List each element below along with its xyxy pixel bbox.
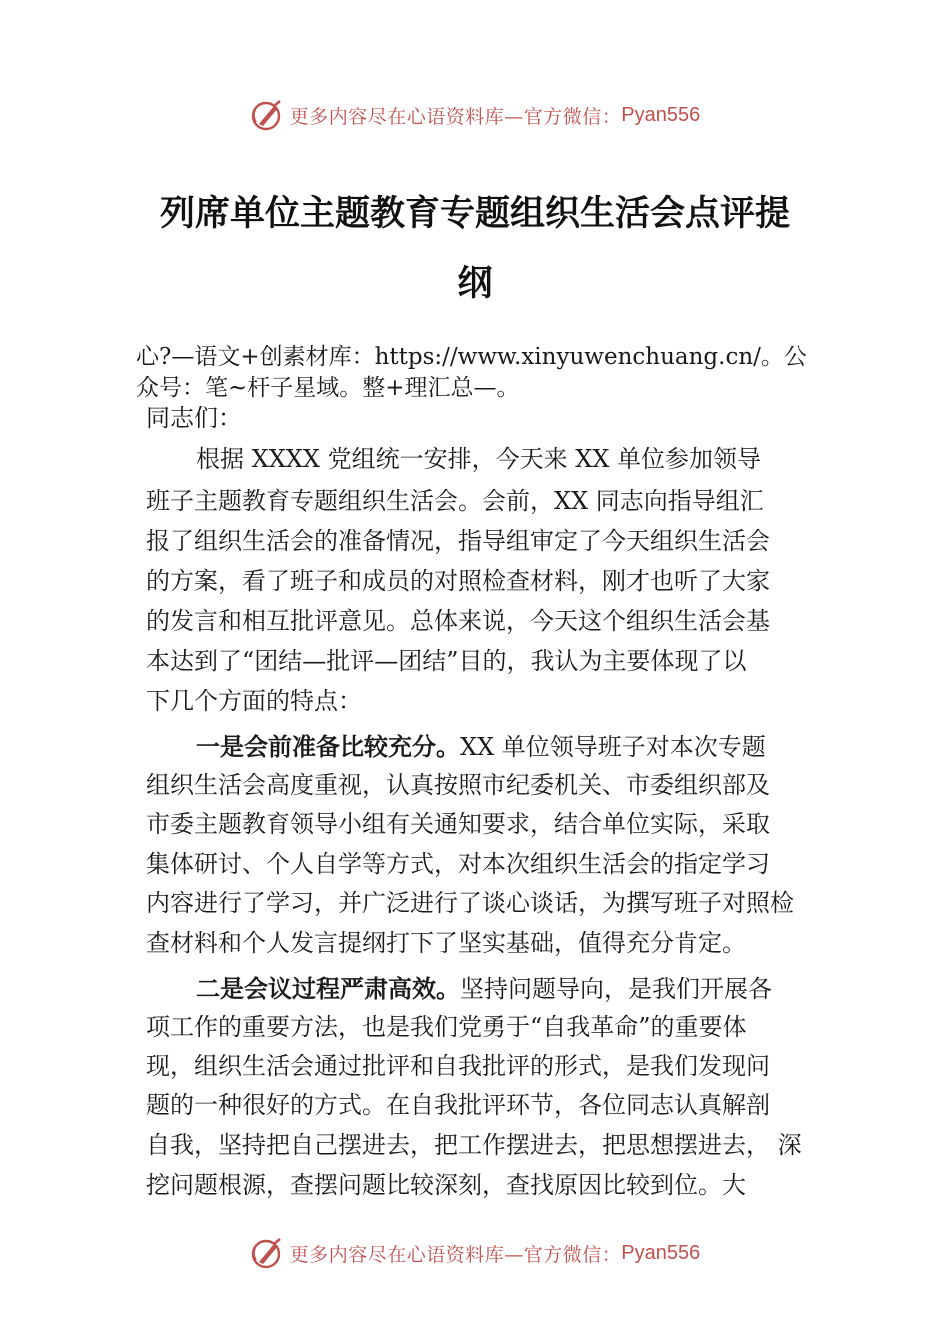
paragraph-line: 本达到了“团结—批评—团结”目的，我认为主要体现了以 [146, 647, 747, 675]
paragraph-line: 挖问题根源，查摆问题比较深刻，查找原因比较到位。大 [146, 1171, 746, 1199]
paragraph-line: 的发言和相互批评意见。总体来说，今天这个组织生活会基 [146, 607, 770, 635]
document-title-line-2: 纲 [457, 264, 493, 304]
greeting: 同志们： [146, 404, 242, 432]
banner-text: 更多内容尽在心语资料库—官方微信： [289, 1243, 622, 1266]
header-banner [0, 95, 950, 135]
source-note-line: 心?—语文+创素材库：https://www.xinyuwenchuang.cn/。公 [136, 344, 807, 370]
paragraph-line: 现，组织生活会通过批评和自我批评的形式，是我们发现问 [146, 1052, 770, 1080]
paragraph-line: 自我，坚持把自己摆进去，把工作摆进去，把思想摆进去， 深 [146, 1131, 802, 1159]
paragraph-line: 下几个方面的特点： [146, 687, 362, 715]
document-title-line-1: 列席单位主题教育专题组织生活会点评提 [159, 194, 790, 234]
paragraph-line: 报了组织生活会的准备情况，指导组审定了今天组织生活会 [146, 527, 770, 555]
pen-logo-icon [250, 98, 284, 132]
paragraph-line: 项工作的重要方法，也是我们党勇于“自我革命”的重要体 [146, 1013, 747, 1041]
paragraph-text: 坚持问题导向，是我们开展各 [460, 975, 772, 1003]
paragraph-line: 的方案，看了班子和成员的对照检查材料，刚才也听了大家 [146, 567, 770, 595]
paragraph-line [196, 732, 766, 762]
paragraph-line [196, 974, 772, 1004]
paragraph-line: 题的一种很好的方式。在自我批评环节，各位同志认真解剖 [146, 1091, 770, 1119]
pen-logo-icon [250, 1236, 284, 1270]
paragraph-line: 市委主题教育领导小组有关通知要求，结合单位实际，采取 [146, 810, 770, 838]
banner-wechat-id: Pyan556 [621, 103, 701, 126]
paragraph-line: 根据 XXXX 党组统一安排，今天来 XX 单位参加领导 [196, 445, 762, 473]
banner-wechat-id: Pyan556 [621, 1241, 701, 1264]
paragraph-line: 集体研讨、个人自学等方式，对本次组织生活会的指定学习 [146, 850, 770, 878]
banner-text: 更多内容尽在心语资料库—官方微信： [289, 105, 622, 128]
paragraph-line: 班子主题教育专题组织生活会。会前，XX 同志向指导组汇 [146, 487, 764, 515]
section-heading: 一是会前准备比较充分。 [196, 733, 460, 761]
paragraph-text: XX 单位领导班子对本次专题 [460, 733, 766, 761]
section-heading: 二是会议过程严肃高效。 [196, 975, 460, 1003]
footer-banner [0, 1233, 950, 1273]
paragraph-line: 组织生活会高度重视，认真按照市纪委机关、市委组织部及 [146, 771, 770, 799]
paragraph-line: 查材料和个人发言提纲打下了坚实基础，值得充分肯定。 [146, 929, 746, 957]
paragraph-line: 内容进行了学习，并广泛进行了谈心谈话，为撰写班子对照检 [146, 889, 794, 917]
source-note-line: 众号：笔~杆子星域。整+理汇总—。 [136, 375, 520, 401]
